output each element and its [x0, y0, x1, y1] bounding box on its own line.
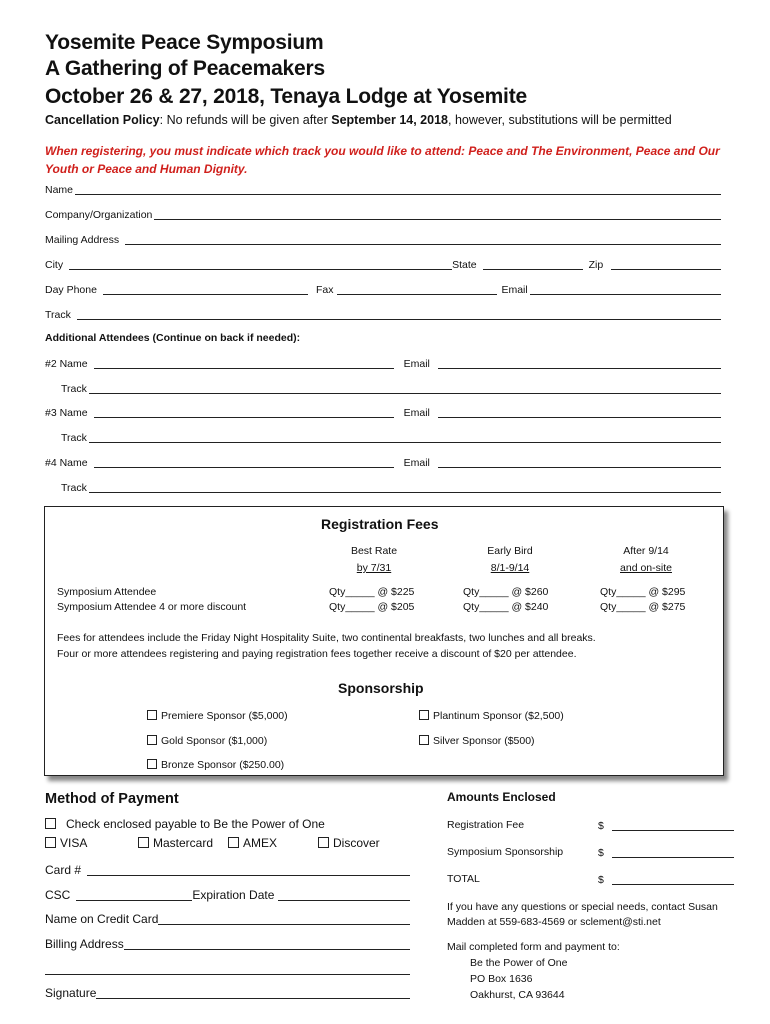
mailing-field[interactable]	[125, 235, 721, 245]
registration-fees-box	[44, 506, 724, 776]
csc-field[interactable]	[76, 891, 192, 901]
method-of-payment-title: Method of Payment	[45, 791, 179, 807]
mastercard-checkbox[interactable]	[138, 837, 149, 848]
platinum-checkbox[interactable]	[419, 710, 429, 720]
attendee2-name-label: #2 Name	[45, 358, 88, 370]
attendee4-track-field[interactable]	[89, 483, 721, 493]
early-bird-header	[465, 543, 555, 577]
after-deadline-onsite: and on-site	[620, 562, 672, 574]
check-checkbox[interactable]	[45, 818, 56, 829]
billing-address-field[interactable]	[124, 940, 410, 950]
phone-row	[45, 282, 721, 296]
city-label: City	[45, 259, 64, 271]
sponsorship-amount-label: Symposium Sponsorship	[447, 846, 564, 858]
name-on-card-label: Name on Credit Card	[45, 912, 159, 926]
amex-label: AMEX	[243, 836, 278, 850]
fax-label: Fax	[315, 284, 334, 296]
billing-address-field-2[interactable]	[45, 965, 410, 975]
mail-city: Oakhurst, CA 93644	[470, 989, 565, 1001]
registration-fees-title: Registration Fees	[321, 516, 439, 532]
attendee2-email-label: Email	[403, 358, 430, 370]
attendee2-name-field[interactable]	[94, 359, 394, 369]
sponsor-platinum[interactable]	[419, 710, 564, 722]
card-number-label: Card #	[45, 863, 82, 877]
attendee2-track-row	[61, 381, 721, 395]
company-label: Company/Organization	[45, 209, 153, 221]
additional-attendees-heading: Additional Attendees (Continue on back if needed):	[45, 332, 301, 344]
attendee4-name-field[interactable]	[94, 458, 394, 468]
registration-fee-label: Registration Fee	[447, 819, 525, 831]
signature-row	[45, 984, 410, 1000]
sponsorship-amount	[598, 845, 734, 859]
sponsor-bronze[interactable]	[147, 759, 284, 771]
discover-checkbox[interactable]	[318, 837, 329, 848]
attendee3-track-field[interactable]	[89, 433, 721, 443]
sponsorship-title: Sponsorship	[338, 680, 424, 696]
payment-amex[interactable]	[228, 836, 277, 850]
premiere-checkbox[interactable]	[147, 710, 157, 720]
qty-attendee-early[interactable]: Qty_____ @ $260	[463, 586, 549, 598]
zip-field[interactable]	[611, 260, 721, 270]
attendee2-track-label: Track	[61, 383, 87, 395]
early-bird-dates: 8/1-9/14	[490, 562, 530, 574]
early-bird-label: Early Bird	[487, 545, 533, 557]
mail-pobox: PO Box 1636	[470, 973, 533, 985]
attendee4-name-label: #4 Name	[45, 457, 88, 469]
check-label: Check enclosed payable to Be the Power of One	[66, 817, 325, 831]
contact-info: If you have any questions or special needs, contact Susan Madden at 559-683-4569 or sclement@sti.net	[447, 901, 718, 928]
city-row	[45, 257, 721, 271]
attendee3-email-label: Email	[403, 407, 430, 419]
total-label: TOTAL	[447, 873, 480, 885]
amounts-enclosed-title: Amounts Enclosed	[447, 790, 556, 804]
card-number-row	[45, 861, 410, 877]
fax-field[interactable]	[337, 285, 497, 295]
card-number-field[interactable]	[87, 866, 410, 876]
total-field[interactable]	[612, 875, 734, 885]
best-rate-deadline: by 7/31	[356, 562, 392, 574]
billing-address-row-2	[45, 960, 410, 976]
city-field[interactable]	[69, 260, 452, 270]
expiration-field[interactable]	[278, 891, 410, 901]
mail-to-label: Mail completed form and payment to:	[447, 941, 620, 953]
name-on-card-field[interactable]	[158, 915, 410, 925]
name-row	[45, 182, 721, 196]
zip-label: Zip	[588, 259, 604, 271]
track-label: Track	[45, 309, 71, 321]
mailing-label: Mailing Address	[45, 234, 120, 246]
track-notice: When registering, you must indicate which track you would like to attend: Peace and The Environment, Peace and Our Youth or Peace and Human Dignity.	[45, 144, 720, 176]
fee-row-attendee: Symposium Attendee	[57, 586, 157, 598]
policy-date: September 14, 2018	[331, 113, 448, 127]
signature-label: Signature	[45, 986, 97, 1000]
attendee4-track-label: Track	[61, 482, 87, 494]
csc-label: CSC	[45, 888, 71, 902]
attendee4-row	[45, 455, 721, 469]
fee-row-discount: Symposium Attendee 4 or more discount	[57, 601, 247, 613]
best-rate-label: Best Rate	[350, 545, 398, 557]
qty-attendee-after[interactable]: Qty_____ @ $295	[600, 586, 686, 598]
signature-field[interactable]	[96, 989, 410, 999]
attendee4-track-row	[61, 480, 721, 494]
email-field[interactable]	[530, 285, 721, 295]
discover-label: Discover	[333, 836, 380, 850]
fees-note-discount: Four or more attendees registering and paying registration fees together receive a discount of $20 per attendee.	[57, 648, 577, 660]
after-deadline-label: After 9/14	[623, 545, 669, 557]
sponsorship-dollar: $	[598, 847, 604, 859]
title-date-venue: October 26 & 27, 2018, Tenaya Lodge at Yosemite	[45, 85, 527, 108]
attendee4-email-field[interactable]	[438, 458, 721, 468]
attendee3-name-field[interactable]	[94, 408, 394, 418]
attendee3-name-label: #3 Name	[45, 407, 88, 419]
sponsor-silver[interactable]	[419, 735, 535, 747]
registration-fee-dollar: $	[598, 820, 604, 832]
gold-checkbox[interactable]	[147, 735, 157, 745]
amex-checkbox[interactable]	[228, 837, 239, 848]
total-dollar: $	[598, 874, 604, 886]
billing-address-row	[45, 935, 410, 951]
fees-note-includes: Fees for attendees include the Friday Night Hospitality Suite, two continental breakfasts, two lunches and all breaks.	[57, 632, 596, 644]
platinum-label: Plantinum Sponsor ($2,500)	[433, 710, 564, 722]
best-rate-header	[329, 543, 419, 577]
phone-label: Day Phone	[45, 284, 97, 296]
attendee3-email-field[interactable]	[438, 408, 721, 418]
phone-field[interactable]	[103, 285, 308, 295]
policy-label: Cancellation Policy	[45, 113, 160, 127]
mail-org: Be the Power of One	[470, 957, 568, 969]
name-field[interactable]	[75, 185, 721, 195]
attendee2-track-field[interactable]	[89, 384, 721, 394]
registration-fee-field[interactable]	[612, 821, 734, 831]
total-amount	[598, 872, 734, 886]
cancellation-policy	[45, 113, 672, 127]
sponsorship-amount-field[interactable]	[612, 848, 734, 858]
mastercard-label: Mastercard	[153, 836, 214, 850]
company-field[interactable]	[154, 210, 721, 220]
policy-text2: , however, substitutions will be permitted	[448, 113, 672, 127]
name-label: Name	[45, 184, 74, 196]
gold-label: Gold Sponsor ($1,000)	[161, 735, 268, 747]
title-symposium: Yosemite Peace Symposium	[45, 31, 324, 54]
visa-checkbox[interactable]	[45, 837, 56, 848]
bronze-label: Bronze Sponsor ($250.00)	[161, 759, 285, 771]
attendee2-email-field[interactable]	[438, 359, 721, 369]
registration-fee-amount	[598, 818, 734, 832]
qty-discount-early[interactable]: Qty_____ @ $240	[463, 601, 549, 613]
mailing-row	[45, 232, 721, 246]
state-field[interactable]	[483, 260, 583, 270]
after-deadline-header	[601, 543, 691, 577]
expiration-label: Expiration Date	[192, 888, 275, 902]
sponsor-premiere[interactable]	[147, 710, 288, 722]
track-field[interactable]	[77, 310, 721, 320]
silver-checkbox[interactable]	[419, 735, 429, 745]
qty-attendee-best[interactable]: Qty_____ @ $225	[329, 586, 415, 598]
attendee3-track-label: Track	[61, 432, 87, 444]
attendee3-row	[45, 405, 721, 419]
company-row	[45, 207, 721, 221]
billing-address-label: Billing Address	[45, 937, 124, 951]
silver-label: Silver Sponsor ($500)	[433, 735, 535, 747]
email-label: Email	[501, 284, 528, 296]
attendee3-track-row	[61, 430, 721, 444]
attendee4-email-label: Email	[403, 457, 430, 469]
bronze-checkbox[interactable]	[147, 759, 157, 769]
csc-row	[45, 886, 410, 902]
payment-discover[interactable]	[318, 836, 380, 850]
qty-discount-after[interactable]: Qty_____ @ $275	[600, 601, 686, 613]
attendee2-row	[45, 356, 721, 370]
state-label: State	[452, 259, 477, 271]
visa-label: VISA	[60, 836, 88, 850]
payment-check[interactable]	[45, 817, 325, 831]
payment-mastercard[interactable]	[138, 836, 213, 850]
payment-visa[interactable]	[45, 836, 87, 850]
qty-discount-best[interactable]: Qty_____ @ $205	[329, 601, 415, 613]
policy-text1: : No refunds will be given after	[159, 113, 332, 127]
name-on-card-row	[45, 910, 410, 926]
premiere-label: Premiere Sponsor ($5,000)	[161, 710, 288, 722]
title-gathering: A Gathering of Peacemakers	[45, 57, 325, 80]
track-row	[45, 307, 721, 321]
sponsor-gold[interactable]	[147, 735, 267, 747]
